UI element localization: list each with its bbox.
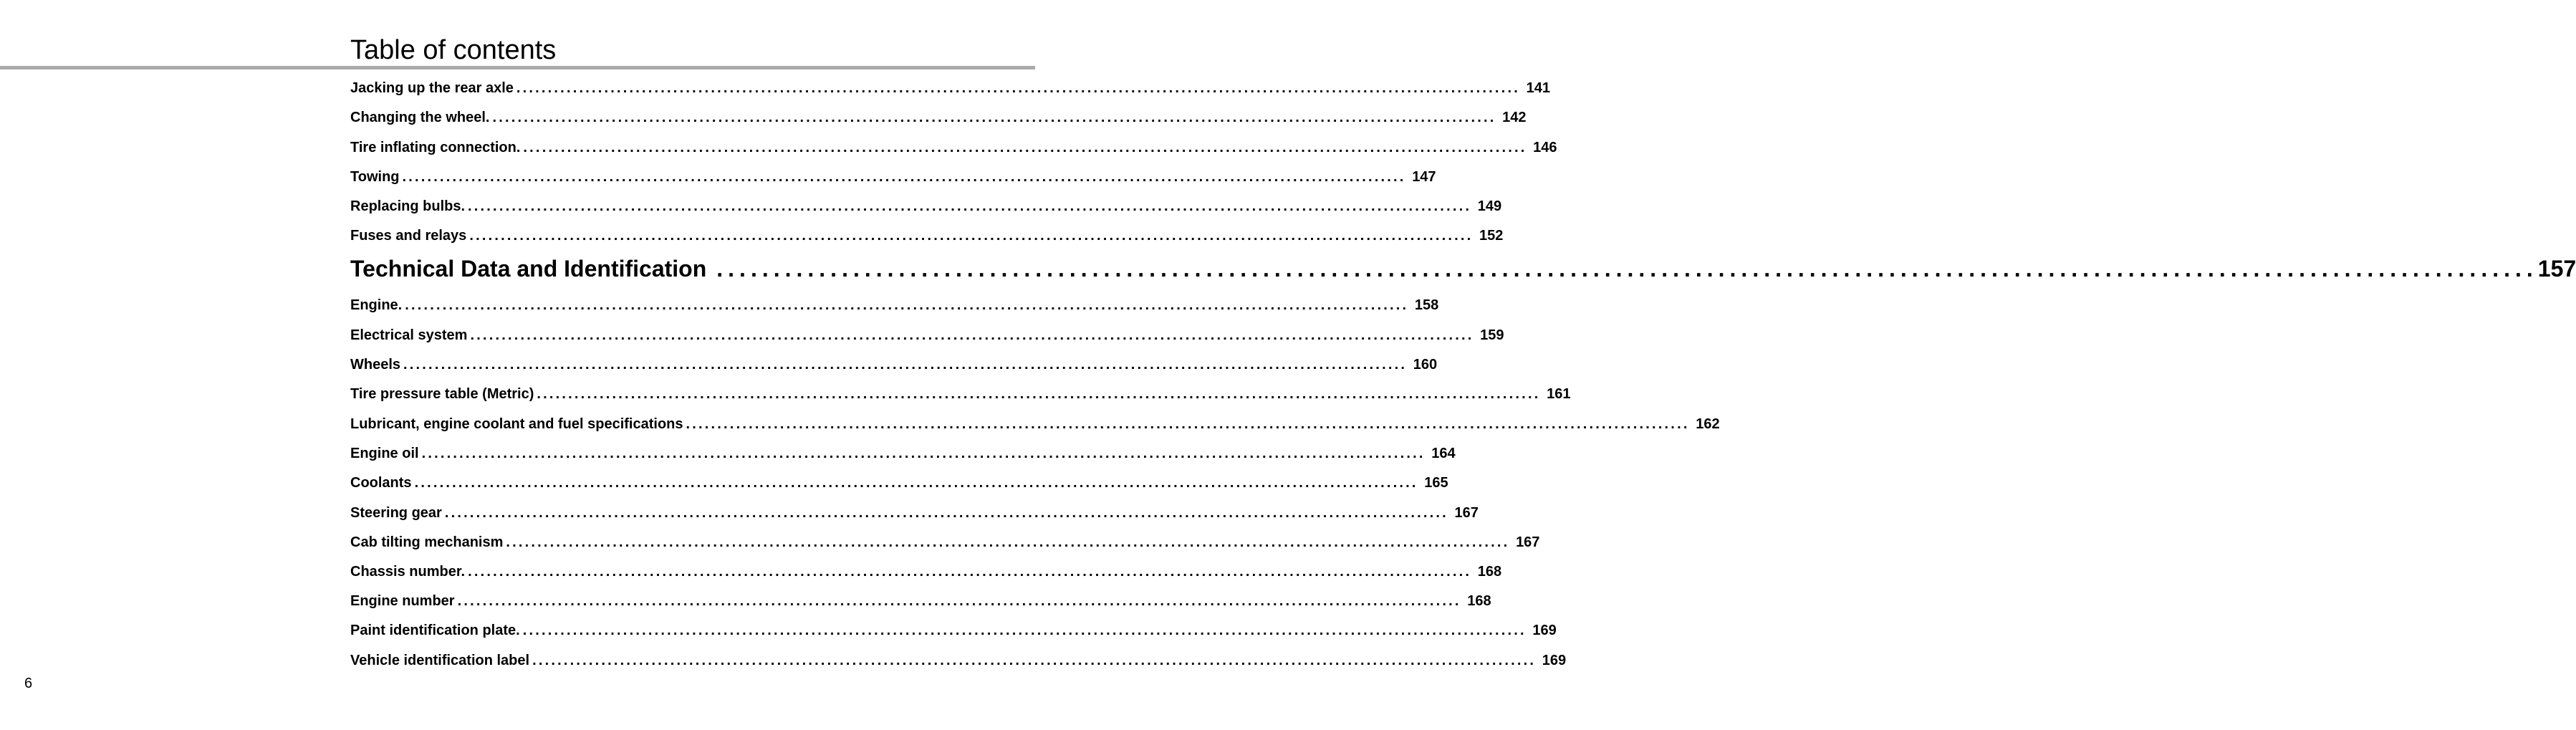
toc-entry-label: Jacking up the rear axle xyxy=(350,80,514,96)
toc-entry-page: 158 xyxy=(1414,297,1439,313)
toc-entry-label: Lubricant, engine coolant and fuel specifications xyxy=(350,416,683,432)
toc-entry-label: Vehicle identification label xyxy=(350,653,530,668)
toc-entry-fuses-and-relays[interactable] xyxy=(350,226,1504,245)
toc-entry-changing-the-wheel[interactable] xyxy=(350,108,1527,127)
toc-entry-towing[interactable] xyxy=(350,168,1436,186)
toc-entry-paint-identification-plate[interactable] xyxy=(350,621,1557,640)
toc-entry-electrical-system[interactable] xyxy=(350,326,1504,345)
toc-entry-label: Chassis number. xyxy=(350,564,466,580)
dot-leader: ................................................................................................................................................................ xyxy=(516,80,1520,96)
toc-entry-jacking-up-rear-axle[interactable] xyxy=(350,79,1550,97)
toc-entry-label: Electrical system xyxy=(350,327,468,343)
toc-entry-engine-oil[interactable] xyxy=(350,444,1456,463)
toc-entry-label: Towing xyxy=(350,169,400,185)
toc-entry-page: 146 xyxy=(1533,140,1557,155)
dot-leader: ................................................................................................................................................................ xyxy=(469,228,1474,244)
toc-entry-page: 162 xyxy=(1696,416,1720,432)
dot-leader: ................................................................................................................................................................ xyxy=(403,357,1408,373)
toc-entry-label: Engine number xyxy=(350,593,455,609)
toc-entry-page: 167 xyxy=(1454,505,1479,521)
dot-leader: ................................................................................................................................................................ xyxy=(686,416,1690,432)
toc-entry-chassis-number[interactable] xyxy=(350,562,1502,581)
toc-entry-cab-tilting-mechanism[interactable] xyxy=(350,533,1540,552)
dot-leader: ................................................................................................................................................................ xyxy=(523,140,1527,155)
toc-entry-page: 161 xyxy=(1547,386,1571,402)
toc-entry-page: 141 xyxy=(1526,80,1550,96)
toc-entry-label: Tire pressure table (Metric) xyxy=(350,386,534,402)
toc-entry-label: Changing the wheel. xyxy=(350,110,490,125)
dot-leader: ................................................................................................................................................................ xyxy=(532,653,1537,668)
toc-entry-label: Steering gear xyxy=(350,505,442,521)
dot-leader: ................................................................................................................................................................ xyxy=(402,169,1406,185)
toc-entry-page: 159 xyxy=(1480,327,1504,343)
toc-entry-page: 160 xyxy=(1413,357,1438,373)
toc-entry-vehicle-identification-label[interactable] xyxy=(350,651,1567,670)
dot-leader: ................................................................................................................................................................ xyxy=(492,110,1496,125)
toc-entry-page: 169 xyxy=(1542,653,1567,668)
toc-entry-page: 169 xyxy=(1532,623,1557,638)
table-of-contents xyxy=(350,0,2576,730)
toc-entry-page: 168 xyxy=(1477,564,1502,580)
page-number: 6 xyxy=(24,676,33,691)
dot-leader: ................................................................................................................................................................ xyxy=(421,446,1426,461)
toc-entry-engine[interactable] xyxy=(350,296,1439,314)
toc-entry-label: Tire inflating connection. xyxy=(350,140,521,155)
dot-leader: ................................................................................................................................................................ xyxy=(522,623,1527,638)
toc-entry-tire-inflating-connection[interactable] xyxy=(350,138,1557,157)
dot-leader: ................................................................................................................................................................ xyxy=(444,505,1448,521)
toc-entry-coolants[interactable] xyxy=(350,474,1448,492)
toc-entry-label: Fuses and relays xyxy=(350,228,467,244)
toc-entry-label: Wheels xyxy=(350,357,401,373)
toc-entry-label: Paint identification plate. xyxy=(350,623,520,638)
toc-entry-page: 152 xyxy=(1479,228,1504,244)
dot-leader: ................................................................................................................................................................ xyxy=(405,297,1409,313)
dot-leader: ................................................................................................................................................................ xyxy=(468,198,1472,214)
toc-entry-label: Coolants xyxy=(350,475,412,491)
toc-entry-page: 164 xyxy=(1431,446,1456,461)
dot-leader: ................................................................................................................................................................ xyxy=(716,256,2538,282)
toc-entry-page: 147 xyxy=(1412,169,1436,185)
toc-entry-label: Engine. xyxy=(350,297,403,313)
toc-section-label: Technical Data and Identification xyxy=(350,256,707,282)
toc-entry-page: 165 xyxy=(1424,475,1448,491)
toc-entry-page: 167 xyxy=(1516,534,1540,550)
dot-leader: ................................................................................................................................................................ xyxy=(457,593,1461,609)
toc-entry-wheels[interactable] xyxy=(350,355,1438,374)
dot-leader: ................................................................................................................................................................ xyxy=(506,534,1510,550)
toc-entry-page: 149 xyxy=(1477,198,1502,214)
dot-leader: ................................................................................................................................................................ xyxy=(470,327,1474,343)
toc-entry-replacing-bulbs[interactable] xyxy=(350,197,1502,216)
toc-section-technical-data[interactable] xyxy=(350,255,2576,282)
toc-entry-page: 168 xyxy=(1467,593,1491,609)
toc-entry-label: Cab tilting mechanism xyxy=(350,534,504,550)
dot-leader: ................................................................................................................................................................ xyxy=(537,386,1541,402)
toc-entry-lubricant-specifications[interactable] xyxy=(350,415,1720,433)
toc-entry-steering-gear[interactable] xyxy=(350,504,1479,522)
toc-entry-page: 142 xyxy=(1502,110,1527,125)
dot-leader: ................................................................................................................................................................ xyxy=(468,564,1472,580)
toc-entry-label: Replacing bulbs. xyxy=(350,198,466,214)
toc-section-page: 157 xyxy=(2537,256,2576,282)
page-title: Table of contents xyxy=(350,35,557,65)
toc-entry-tire-pressure-table[interactable] xyxy=(350,385,1571,403)
dot-leader: ................................................................................................................................................................ xyxy=(414,475,1418,491)
toc-entry-label: Engine oil xyxy=(350,446,419,461)
toc-entry-engine-number[interactable] xyxy=(350,592,1491,610)
